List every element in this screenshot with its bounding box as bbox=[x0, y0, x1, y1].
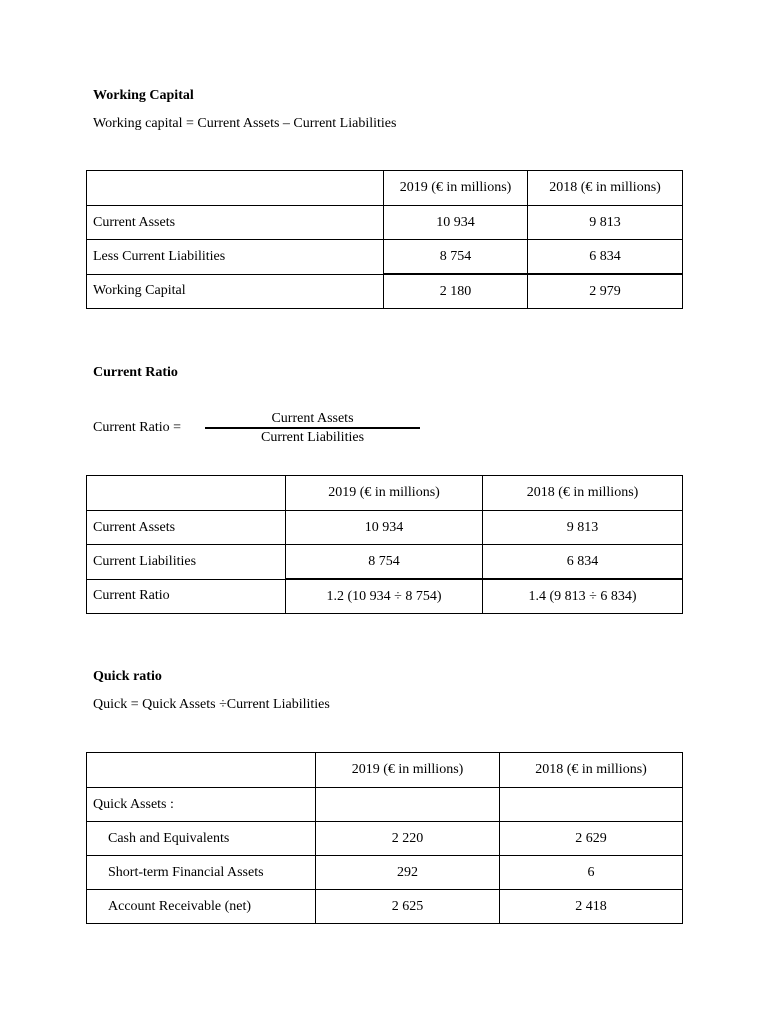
working-capital-formula: Working capital = Current Assets – Current Liabilities bbox=[93, 116, 397, 131]
row-label: Current Liabilities bbox=[87, 545, 286, 580]
value-cell: 2 180 bbox=[384, 274, 528, 309]
value-cell: 292 bbox=[316, 856, 500, 890]
table-row bbox=[87, 240, 683, 275]
value-cell: 8 754 bbox=[286, 545, 483, 580]
table-row bbox=[87, 856, 683, 890]
table-row bbox=[87, 822, 683, 856]
row-label: Account Receivable (net) bbox=[87, 890, 316, 924]
table-header-row bbox=[87, 476, 683, 511]
value-cell: 1.4 (9 813 ÷ 6 834) bbox=[483, 579, 683, 614]
row-label: Short-term Financial Assets bbox=[87, 856, 316, 890]
header-cell bbox=[87, 171, 384, 206]
row-label: Current Assets bbox=[87, 206, 384, 240]
value-cell: 6 bbox=[500, 856, 683, 890]
value-cell: 10 934 bbox=[286, 511, 483, 545]
current-ratio-table bbox=[86, 475, 683, 614]
quick-ratio-formula: Quick = Quick Assets ÷Current Liabilities bbox=[93, 697, 330, 712]
fraction-denominator: Current Liabilities bbox=[260, 430, 365, 445]
table-row bbox=[87, 890, 683, 924]
value-cell: 9 813 bbox=[483, 511, 683, 545]
value-cell: 10 934 bbox=[384, 206, 528, 240]
value-cell: 1.2 (10 934 ÷ 8 754) bbox=[286, 579, 483, 614]
table-row bbox=[87, 788, 683, 822]
row-label: Working Capital bbox=[87, 274, 384, 309]
value-cell: 2 979 bbox=[528, 274, 683, 309]
value-cell: 2 629 bbox=[500, 822, 683, 856]
value-cell: 2 220 bbox=[316, 822, 500, 856]
table-row bbox=[87, 545, 683, 580]
table-row bbox=[87, 206, 683, 240]
value-cell: 8 754 bbox=[384, 240, 528, 275]
value-cell: 2 625 bbox=[316, 890, 500, 924]
row-label: Quick Assets : bbox=[87, 788, 316, 822]
current-ratio-formula-label: Current Ratio = bbox=[93, 420, 181, 435]
header-cell: 2019 (€ in millions) bbox=[316, 753, 500, 788]
working-capital-table bbox=[86, 170, 683, 309]
quick-ratio-table bbox=[86, 752, 683, 924]
value-cell: 9 813 bbox=[528, 206, 683, 240]
value-cell: 6 834 bbox=[528, 240, 683, 275]
table-row bbox=[87, 274, 683, 309]
table-row bbox=[87, 511, 683, 545]
header-cell: 2018 (€ in millions) bbox=[483, 476, 683, 511]
value-cell bbox=[500, 788, 683, 822]
current-ratio-heading: Current Ratio bbox=[93, 365, 178, 380]
value-cell bbox=[316, 788, 500, 822]
table-row bbox=[87, 579, 683, 614]
header-cell bbox=[87, 753, 316, 788]
table-header-row bbox=[87, 753, 683, 788]
row-label: Current Assets bbox=[87, 511, 286, 545]
header-cell: 2019 (€ in millions) bbox=[286, 476, 483, 511]
value-cell: 6 834 bbox=[483, 545, 683, 580]
row-label: Cash and Equivalents bbox=[87, 822, 316, 856]
quick-ratio-heading: Quick ratio bbox=[93, 669, 162, 684]
row-label: Less Current Liabilities bbox=[87, 240, 384, 275]
row-label: Current Ratio bbox=[87, 579, 286, 614]
header-cell: 2018 (€ in millions) bbox=[528, 171, 683, 206]
fraction-numerator: Current Assets bbox=[271, 411, 354, 426]
header-cell: 2018 (€ in millions) bbox=[500, 753, 683, 788]
working-capital-heading: Working Capital bbox=[93, 88, 194, 103]
current-ratio-fraction bbox=[205, 410, 420, 446]
header-cell: 2019 (€ in millions) bbox=[384, 171, 528, 206]
table-header-row bbox=[87, 171, 683, 206]
value-cell: 2 418 bbox=[500, 890, 683, 924]
header-cell bbox=[87, 476, 286, 511]
